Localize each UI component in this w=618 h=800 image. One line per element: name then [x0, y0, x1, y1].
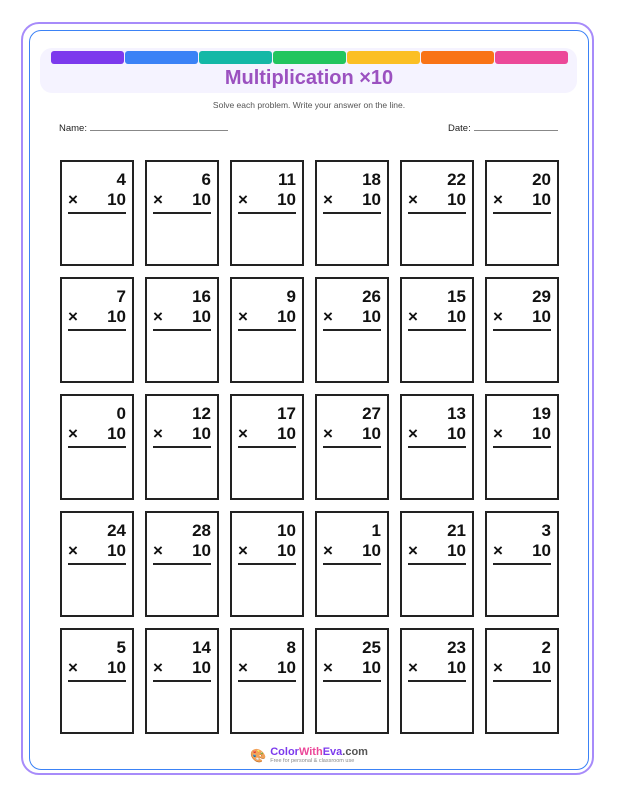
- problem-card[interactable]: [145, 394, 219, 500]
- multiplier: 10: [532, 307, 551, 326]
- times-icon: ×: [408, 190, 418, 209]
- answer-line: [68, 563, 126, 565]
- multiplier: 10: [447, 424, 466, 443]
- times-icon: ×: [408, 307, 418, 326]
- rainbow-segment: [51, 51, 124, 64]
- date-field[interactable]: [448, 121, 558, 134]
- multiplicand: 0: [116, 404, 126, 423]
- problem-card[interactable]: [315, 277, 389, 383]
- times-icon: ×: [238, 190, 248, 209]
- answer-line: [238, 446, 296, 448]
- problem-card[interactable]: [145, 160, 219, 266]
- multiplier: 10: [107, 541, 126, 560]
- answer-line: [153, 680, 211, 682]
- multiplicand: 18: [362, 170, 381, 189]
- answer-line: [68, 212, 126, 214]
- problem-card[interactable]: [315, 511, 389, 617]
- name-blank-line[interactable]: [90, 121, 228, 131]
- times-icon: ×: [493, 658, 503, 677]
- instructions: Solve each problem. Write your answer on the line.: [212, 100, 406, 110]
- answer-line: [238, 680, 296, 682]
- multiplicand: 12: [192, 404, 211, 423]
- times-icon: ×: [408, 541, 418, 560]
- multiplier: 10: [192, 658, 211, 677]
- problem-card[interactable]: [145, 511, 219, 617]
- times-icon: ×: [408, 424, 418, 443]
- times-icon: ×: [493, 424, 503, 443]
- brand-part: With: [298, 746, 323, 758]
- date-label: Date:: [448, 123, 471, 134]
- name-field[interactable]: [59, 121, 228, 134]
- times-icon: ×: [323, 307, 333, 326]
- problem-card[interactable]: [60, 394, 134, 500]
- times-icon: ×: [323, 190, 333, 209]
- multiplier: 10: [192, 541, 211, 560]
- problem-card[interactable]: [485, 160, 559, 266]
- multiplier: 10: [107, 307, 126, 326]
- footer: [0, 746, 618, 765]
- problem-card[interactable]: [400, 394, 474, 500]
- problem-card[interactable]: [400, 277, 474, 383]
- multiplicand: 13: [447, 404, 466, 423]
- answer-line: [68, 329, 126, 331]
- multiplier: 10: [447, 658, 466, 677]
- multiplicand: 26: [362, 287, 381, 306]
- problem-card[interactable]: [60, 160, 134, 266]
- answer-line: [493, 680, 551, 682]
- multiplicand: 4: [116, 170, 126, 189]
- times-icon: ×: [153, 307, 163, 326]
- multiplicand: 9: [286, 287, 296, 306]
- problem-card[interactable]: [400, 160, 474, 266]
- times-icon: ×: [68, 424, 78, 443]
- multiplicand: 7: [116, 287, 126, 306]
- multiplicand: 23: [447, 638, 466, 657]
- multiplier: 10: [107, 658, 126, 677]
- problem-card[interactable]: [315, 628, 389, 734]
- times-icon: ×: [238, 307, 248, 326]
- answer-line: [408, 446, 466, 448]
- problem-card[interactable]: [230, 511, 304, 617]
- times-icon: ×: [68, 541, 78, 560]
- rainbow-segment: [495, 51, 568, 64]
- problem-card[interactable]: [400, 511, 474, 617]
- answer-line: [408, 329, 466, 331]
- date-blank-line[interactable]: [474, 121, 558, 131]
- multiplicand: 21: [447, 521, 466, 540]
- answer-line: [323, 329, 381, 331]
- problem-card[interactable]: [400, 628, 474, 734]
- multiplicand: 20: [532, 170, 551, 189]
- rainbow-segment: [199, 51, 272, 64]
- times-icon: ×: [153, 541, 163, 560]
- answer-line: [153, 563, 211, 565]
- multiplicand: 14: [192, 638, 211, 657]
- rainbow-segment: [421, 51, 494, 64]
- name-label: Name:: [59, 123, 87, 134]
- problem-card[interactable]: [315, 160, 389, 266]
- problem-card[interactable]: [485, 277, 559, 383]
- times-icon: ×: [493, 190, 503, 209]
- multiplier: 10: [277, 307, 296, 326]
- times-icon: ×: [238, 658, 248, 677]
- tagline: Free for personal & classroom use: [270, 758, 355, 764]
- multiplier: 10: [277, 658, 296, 677]
- answer-line: [493, 563, 551, 565]
- rainbow-segment: [273, 51, 346, 64]
- problem-card[interactable]: [145, 628, 219, 734]
- multiplier: 10: [532, 541, 551, 560]
- brand-part: .com: [342, 746, 368, 758]
- answer-line: [323, 680, 381, 682]
- multiplicand: 24: [107, 521, 126, 540]
- answer-line: [323, 212, 381, 214]
- multiplicand: 10: [277, 521, 296, 540]
- times-icon: ×: [153, 424, 163, 443]
- rainbow-segment: [125, 51, 198, 64]
- answer-line: [68, 680, 126, 682]
- problem-card[interactable]: [60, 628, 134, 734]
- answer-line: [238, 563, 296, 565]
- multiplicand: 8: [286, 638, 296, 657]
- multiplier: 10: [277, 190, 296, 209]
- answer-line: [153, 212, 211, 214]
- multiplier: 10: [362, 424, 381, 443]
- multiplier: 10: [192, 307, 211, 326]
- brand-part: Eva: [322, 746, 343, 758]
- answer-line: [238, 212, 296, 214]
- times-icon: ×: [153, 658, 163, 677]
- multiplicand: 22: [447, 170, 466, 189]
- multiplicand: 3: [541, 521, 551, 540]
- multiplicand: 29: [532, 287, 551, 306]
- times-icon: ×: [68, 190, 78, 209]
- multiplier: 10: [362, 541, 381, 560]
- multiplicand: 25: [362, 638, 381, 657]
- times-icon: ×: [68, 658, 78, 677]
- problem-card[interactable]: [230, 394, 304, 500]
- multiplicand: 5: [116, 638, 126, 657]
- multiplicand: 15: [447, 287, 466, 306]
- answer-line: [153, 329, 211, 331]
- answer-line: [408, 563, 466, 565]
- answer-line: [493, 329, 551, 331]
- multiplier: 10: [107, 424, 126, 443]
- answer-line: [493, 212, 551, 214]
- answer-line: [493, 446, 551, 448]
- palette-icon: 🎨: [250, 747, 267, 763]
- multiplicand: 2: [541, 638, 551, 657]
- multiplicand: 17: [277, 404, 296, 423]
- answer-line: [323, 563, 381, 565]
- times-icon: ×: [323, 541, 333, 560]
- rainbow-bar: [51, 51, 568, 64]
- multiplier: 10: [532, 190, 551, 209]
- multiplier: 10: [532, 658, 551, 677]
- multiplicand: 11: [278, 170, 296, 189]
- multiplier: 10: [532, 424, 551, 443]
- problem-card[interactable]: [145, 277, 219, 383]
- problem-card[interactable]: [315, 394, 389, 500]
- multiplier: 10: [107, 190, 126, 209]
- problem-card[interactable]: [60, 511, 134, 617]
- multiplier: 10: [192, 424, 211, 443]
- multiplier: 10: [192, 190, 211, 209]
- multiplicand: 19: [532, 404, 551, 423]
- multiplier: 10: [277, 424, 296, 443]
- multiplicand: 27: [362, 404, 381, 423]
- times-icon: ×: [153, 190, 163, 209]
- problem-card[interactable]: [485, 628, 559, 734]
- times-icon: ×: [238, 424, 248, 443]
- times-icon: ×: [493, 541, 503, 560]
- answer-line: [153, 446, 211, 448]
- answer-line: [323, 446, 381, 448]
- problem-card[interactable]: [230, 160, 304, 266]
- answer-line: [408, 212, 466, 214]
- rainbow-segment: [347, 51, 420, 64]
- times-icon: ×: [323, 424, 333, 443]
- problem-card[interactable]: [60, 277, 134, 383]
- times-icon: ×: [323, 658, 333, 677]
- answer-line: [408, 680, 466, 682]
- problem-card[interactable]: [485, 511, 559, 617]
- page-title: Multiplication ×10: [224, 67, 394, 89]
- multiplier: 10: [362, 307, 381, 326]
- problem-card[interactable]: [230, 277, 304, 383]
- answer-line: [238, 329, 296, 331]
- multiplier: 10: [362, 658, 381, 677]
- multiplicand: 28: [192, 521, 211, 540]
- multiplier: 10: [447, 190, 466, 209]
- multiplicand: 16: [192, 287, 211, 306]
- problem-card[interactable]: [485, 394, 559, 500]
- brand: [270, 746, 368, 765]
- multiplier: 10: [362, 190, 381, 209]
- times-icon: ×: [68, 307, 78, 326]
- problem-grid: [60, 160, 559, 734]
- multiplier: 10: [277, 541, 296, 560]
- times-icon: ×: [238, 541, 248, 560]
- brand-part: Color: [270, 746, 299, 758]
- multiplier: 10: [447, 307, 466, 326]
- answer-line: [68, 446, 126, 448]
- multiplicand: 6: [201, 170, 211, 189]
- times-icon: ×: [408, 658, 418, 677]
- times-icon: ×: [493, 307, 503, 326]
- multiplicand: 1: [371, 521, 381, 540]
- multiplier: 10: [447, 541, 466, 560]
- problem-card[interactable]: [230, 628, 304, 734]
- brand-name: [270, 746, 368, 758]
